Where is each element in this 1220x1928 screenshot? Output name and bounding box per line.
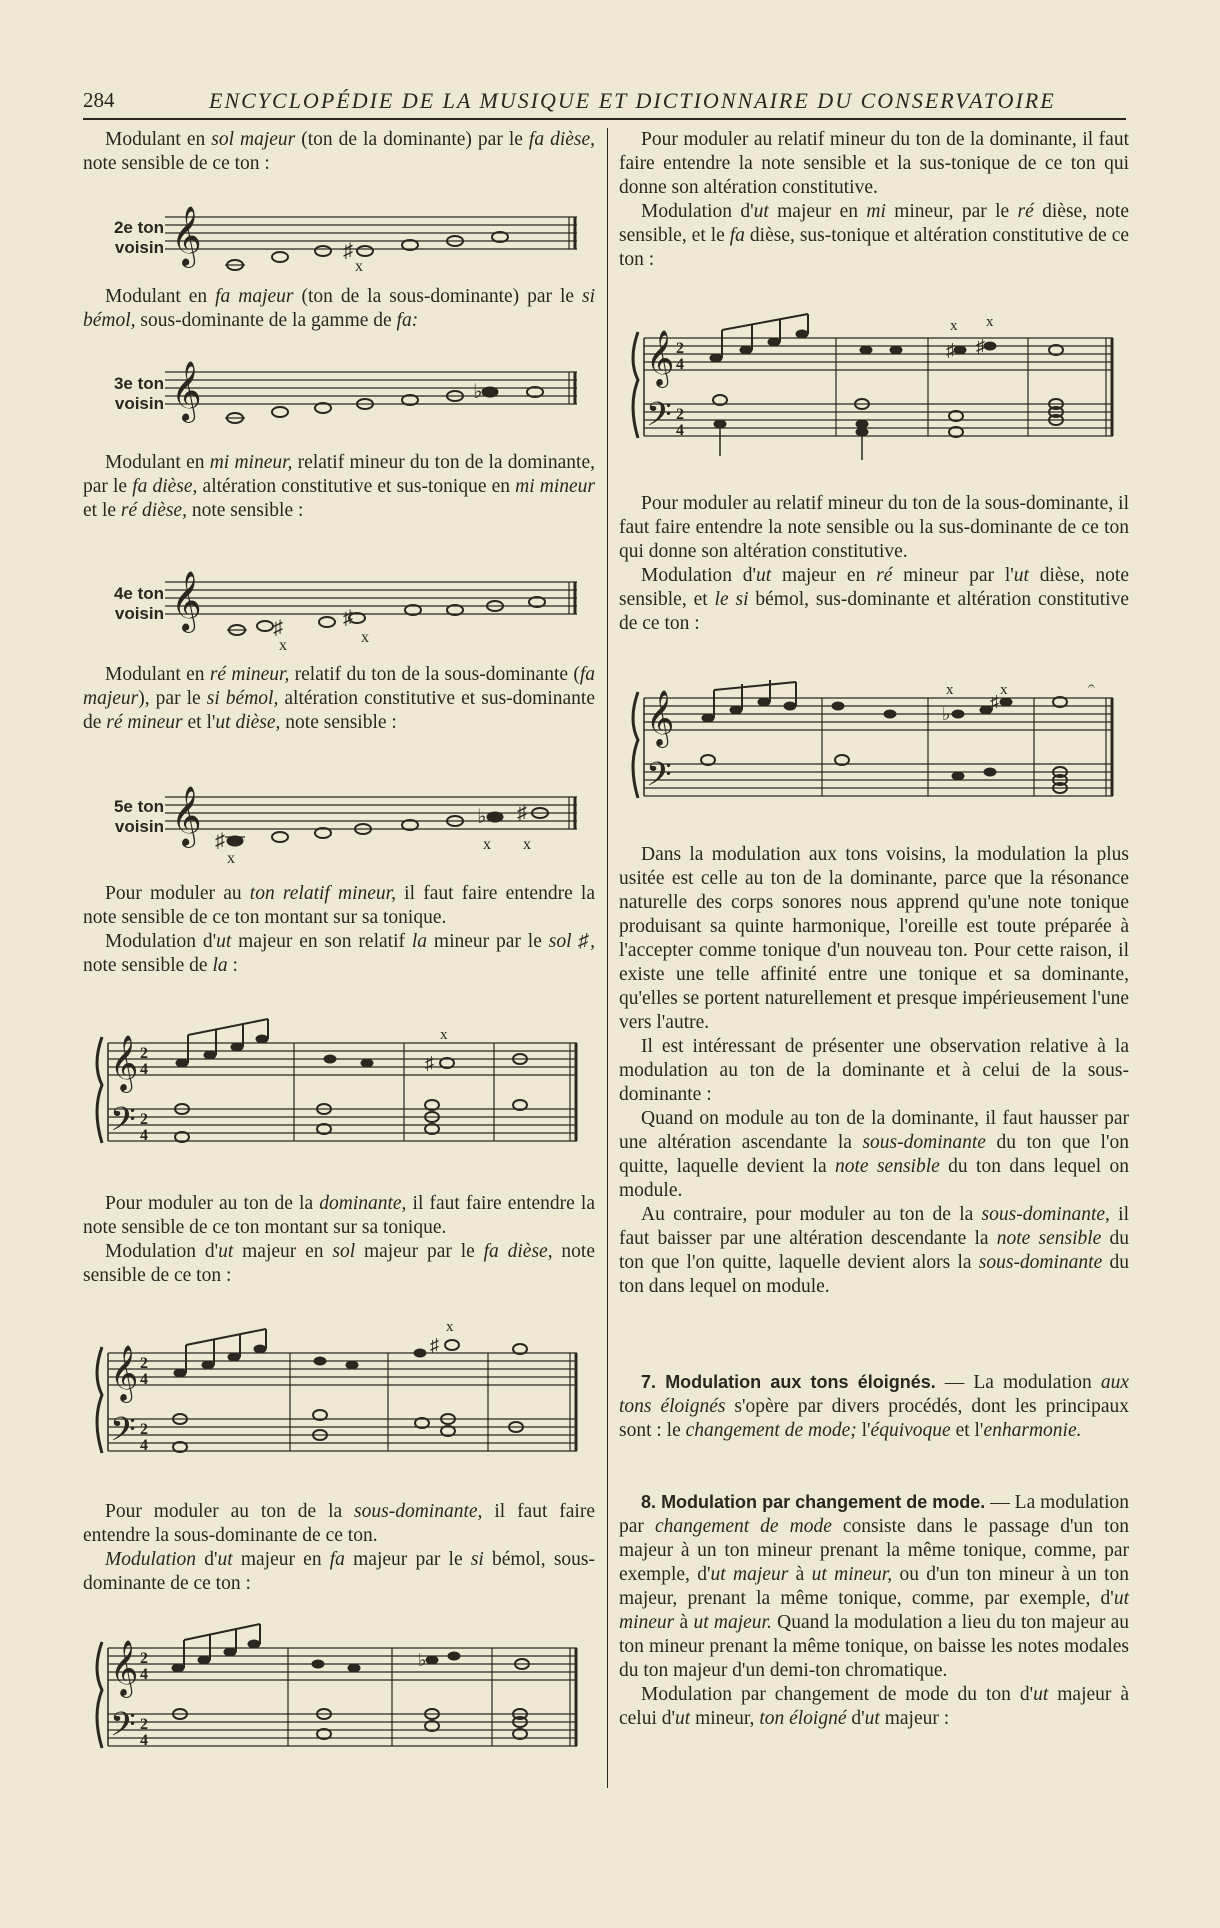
music-example-3rd-ton-voisin (165, 360, 580, 430)
svg-text:𝄞: 𝄞 (110, 1345, 139, 1401)
svg-text:x: x (355, 258, 363, 275)
svg-text:4: 4 (676, 422, 684, 439)
music-example-ut-mi-mineur (628, 314, 1120, 460)
svg-text:2: 2 (676, 340, 684, 357)
svg-text:𝄞: 𝄞 (646, 330, 675, 386)
left-paragraph-2: Modulant en fa majeur (ton de la sous-dominante) par le si bémol, sous-dominante de la gamme de fa: (83, 286, 596, 331)
svg-text:♯: ♯ (343, 607, 353, 629)
svg-text:𝄢: 𝄢 (646, 396, 672, 442)
svg-text:x: x (950, 318, 958, 334)
right-paragraph-1: Pour moduler au relatif mineur du ton de la dominante, il faut faire entendre la note sensible et la sus-tonique de ce ton qui donne son altération constitutive. Modulation d'ut majeur en mi mineur, par le ré dièse, note sensible, et le fa dièse, sus-tonique et altération constitutive de ce ton : (619, 129, 1129, 270)
left-paragraph-4: Modulant en ré mineur, relatif du ton de la sous-dominante (fa majeur), par le si bémol, altération constitutive et sus-dominante de ré mineur et l'ut dièse, note sensible : (83, 664, 595, 733)
svg-text:♭: ♭ (418, 1650, 427, 1670)
svg-text:4: 4 (140, 1437, 148, 1454)
example-label-2nd: 2e ton voisin (113, 218, 164, 257)
svg-text:♯: ♯ (425, 1053, 434, 1073)
page-header (83, 88, 1126, 118)
svg-text:𝄢: 𝄢 (110, 1411, 136, 1457)
header-rule (83, 118, 1126, 120)
svg-text:𝄞: 𝄞 (171, 786, 202, 846)
svg-text:2: 2 (140, 1045, 148, 1062)
svg-text:4: 4 (140, 1371, 148, 1388)
svg-text:4: 4 (140, 1127, 148, 1144)
svg-text:2: 2 (140, 1421, 148, 1438)
svg-text:x: x (279, 637, 287, 654)
svg-text:x: x (446, 1319, 454, 1335)
svg-text:𝄞: 𝄞 (171, 206, 202, 266)
left-paragraph-3: Modulant en mi mineur, relatif mineur du ton de la dominante, par le fa dièse, altération constitutive et sus-tonique en mi mineur et le ré dièse, note sensible : (83, 452, 595, 521)
svg-text:𝄐: 𝄐 (1088, 679, 1095, 693)
page-number: 284 (83, 88, 115, 112)
left-paragraph-6: Pour moduler au ton de la dominante, il faut faire entendre la note sensible de ce ton montant sur sa tonique. Modulation d'ut majeur en sol majeur par le fa dièse, note sensible de ce ton : (83, 1193, 596, 1286)
svg-text:♯: ♯ (976, 336, 985, 356)
svg-text:x: x (523, 836, 531, 853)
right-paragraph-3: Dans la modulation aux tons voisins, la modulation la plus usitée est celle au ton de la dominante, parce que la résonance naturelle des corps sonores nous apprend qu'une note tonique produisant sa quinte harmonique, l'oreille est toute préparée à l'accepter comme tonique d'un nouveau ton. Pour cette raison, il existe une telle affinité entre une tonique et sa dominante, qu'elles se portent naturellement et presque impérieusement l'une vers l'autre. Il est intéressant de présenter une observation relative à la modulation au ton de la dominante et à celui de la sous-dominante : Quand on module au ton de la dominante, il faut hausser par une altération ascendante la sous-dominante du ton que l'on quitte, laquelle devient la note sensible du ton dans lequel on module. Au contraire, pour moduler au ton de la sous-dominante, il faut baisser par une altération descendante la note sensible du ton que l'on quitte, laquelle devient alors la sous-dominante du ton dans lequel on module. (619, 844, 1129, 1297)
music-example-ut-fa-majeur (92, 1630, 584, 1770)
svg-text:♯: ♯ (430, 1335, 439, 1355)
example-label-4th: 4e ton voisin (113, 584, 164, 623)
svg-text:2: 2 (676, 406, 684, 423)
svg-text:4: 4 (676, 356, 684, 373)
svg-text:♯: ♯ (215, 830, 225, 852)
svg-text:♯: ♯ (343, 240, 353, 262)
svg-text:♯: ♯ (990, 692, 999, 712)
music-example-5th-ton-voisin (165, 785, 580, 865)
svg-text:2: 2 (140, 1111, 148, 1128)
svg-text:𝄢: 𝄢 (110, 1706, 136, 1752)
svg-text:𝄢: 𝄢 (646, 756, 672, 802)
svg-text:x: x (361, 629, 369, 646)
svg-text:4: 4 (140, 1061, 148, 1078)
svg-text:♯: ♯ (273, 617, 283, 639)
svg-text:𝄞: 𝄞 (110, 1640, 139, 1696)
svg-text:𝄞: 𝄞 (646, 690, 675, 746)
svg-text:2: 2 (140, 1355, 148, 1372)
right-paragraph-2: Pour moduler au relatif mineur du ton de la sous-dominante, il faut faire entendre la note sensible ou la sus-dominante de ce ton qui donne son altération constitutive. Modulation d'ut majeur en ré mineur par l'ut dièse, note sensible, et le si bémol, sus-dominante et altération constitutive de ce ton : (619, 493, 1130, 634)
svg-text:𝄢: 𝄢 (110, 1101, 136, 1147)
svg-text:♯: ♯ (517, 802, 527, 824)
left-paragraph-1: Modulant en sol majeur (ton de la dominante) par le fa dièse, note sensible de ce ton : (83, 129, 596, 174)
svg-text:𝄞: 𝄞 (171, 361, 202, 421)
svg-text:𝄞: 𝄞 (110, 1035, 139, 1091)
svg-text:2: 2 (140, 1650, 148, 1667)
example-label-3rd: 3e ton voisin (113, 374, 164, 413)
music-example-ut-sol-majeur (92, 1319, 584, 1475)
music-example-2nd-ton-voisin (165, 205, 580, 285)
svg-text:x: x (483, 836, 491, 853)
svg-text:4: 4 (140, 1732, 148, 1749)
section-7: 7. Modulation aux tons éloignés. — La modulation aux tons éloignés s'opère par divers procédés, dont les principaux sont : le changement de mode; l'équivoque et l'enharmonie. (619, 1372, 1129, 1441)
svg-text:x: x (986, 314, 994, 330)
example-label-5th: 5e ton voisin (113, 797, 164, 836)
left-paragraph-7: Pour moduler au ton de la sous-dominante, il faut faire entendre la sous-dominante de ce ton. Modulation d'ut majeur en fa majeur par le si bémol, sous-dominante de ce ton : (83, 1501, 595, 1594)
music-example-ut-re-mineur (628, 680, 1120, 820)
svg-text:x: x (440, 1027, 448, 1043)
svg-text:4: 4 (140, 1666, 148, 1683)
svg-text:♭: ♭ (942, 704, 951, 724)
svg-text:𝄞: 𝄞 (171, 571, 202, 631)
svg-text:♭: ♭ (473, 381, 483, 403)
section-8: 8. Modulation par changement de mode. — La modulation par changement de mode consiste dans le passage d'un ton majeur à un ton mineur prenant la même tonique, comme, par exemple, d'ut majeur à ut mineur, ou d'un ton mineur à un ton majeur, prenant la même tonique, comme, par exemple, d'ut mineur à ut majeur. Quand la modulation a lieu du ton majeur au ton mineur prenant la même tonique, on baisse les notes modales du ton majeur d'un demi-ton chromatique. Modulation par changement de mode du ton d'ut majeur à celui d'ut mineur, ton éloigné d'ut majeur : (619, 1492, 1130, 1729)
svg-text:♯: ♯ (946, 340, 955, 360)
svg-text:x: x (227, 850, 235, 867)
svg-text:x: x (946, 682, 954, 698)
music-example-ut-la-mineur (92, 1025, 584, 1165)
running-title: ENCYCLOPÉDIE DE LA MUSIQUE ET DICTIONNAIRE DU CONSERVATOIRE (209, 88, 1056, 113)
music-example-4th-ton-voisin (165, 570, 580, 654)
svg-text:♭: ♭ (477, 806, 487, 828)
svg-text:2: 2 (140, 1716, 148, 1733)
left-paragraph-5: Pour moduler au ton relatif mineur, il faut faire entendre la note sensible de ce ton montant sur sa tonique. Modulation d'ut majeur en son relatif la mineur par le sol ♯, note sensible de la : (83, 883, 595, 976)
svg-text:x: x (1000, 682, 1008, 698)
column-rule (607, 128, 608, 1788)
